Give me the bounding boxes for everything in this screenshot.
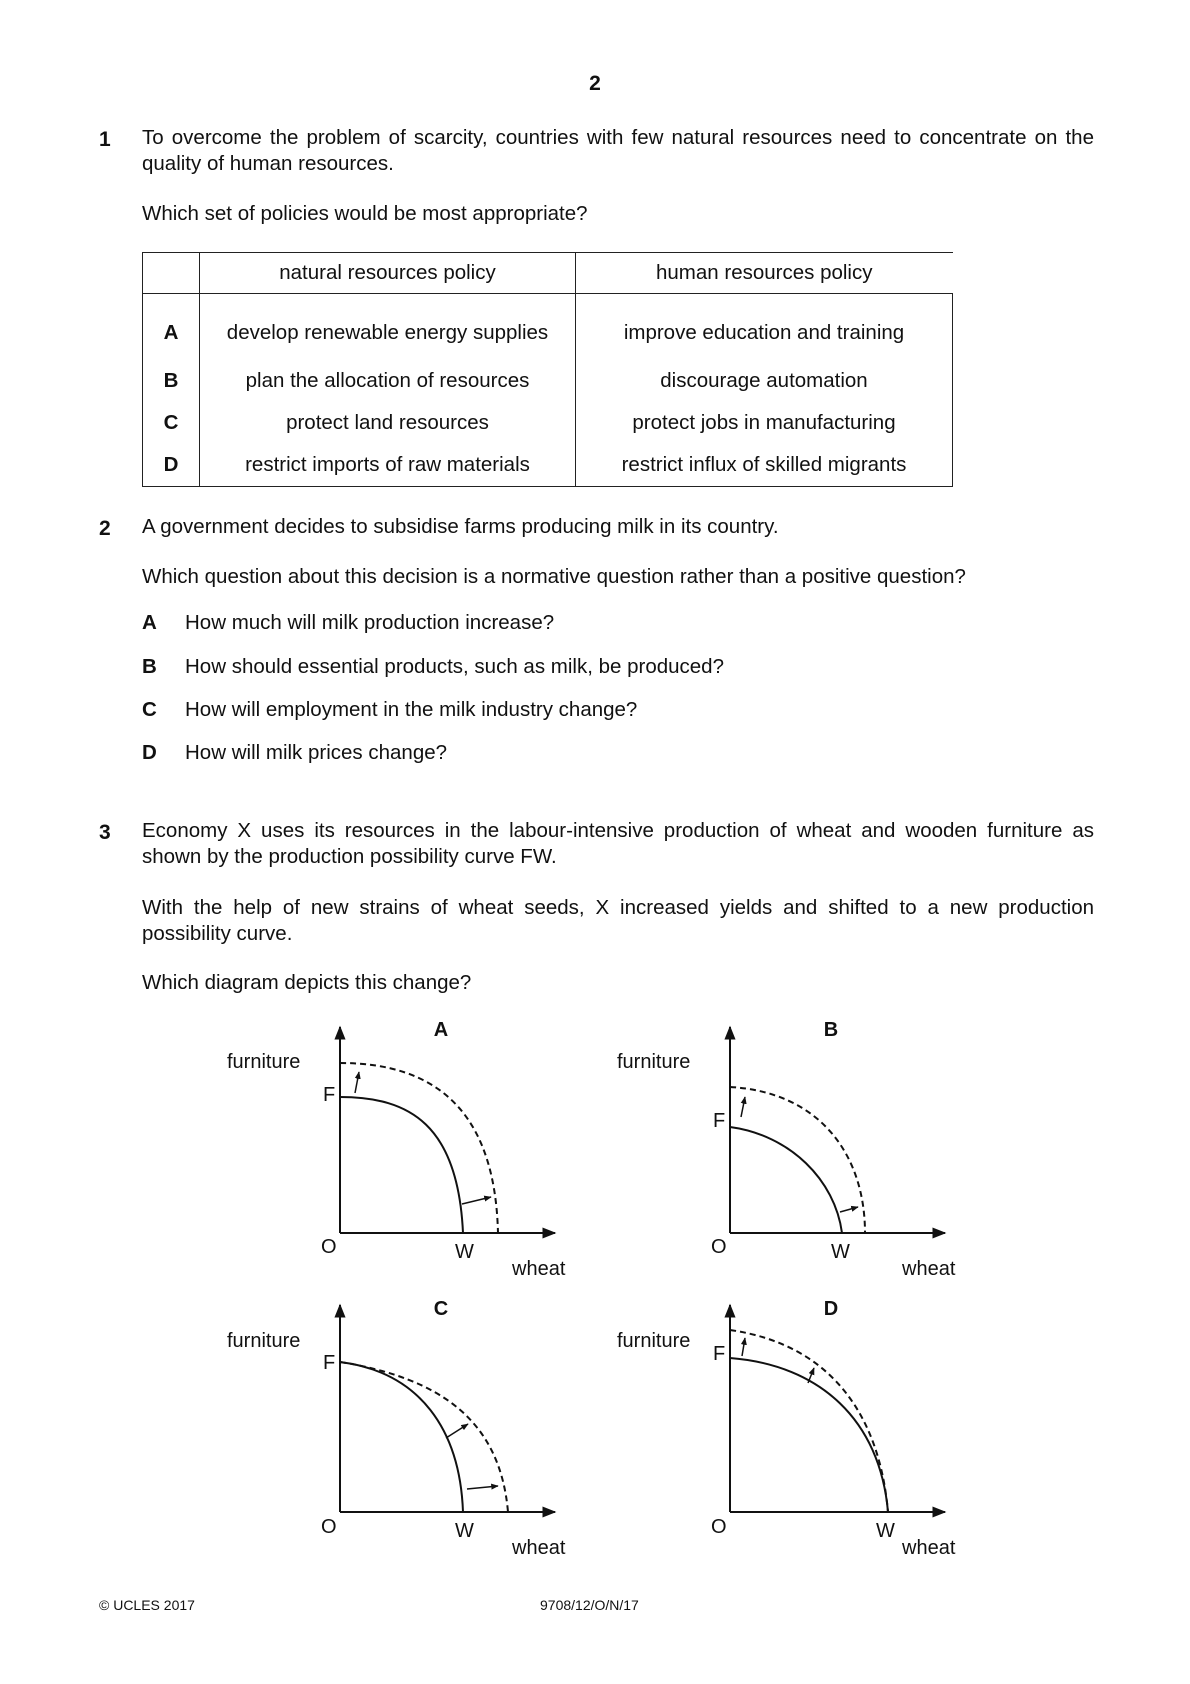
diagram-letter: A [433,1019,449,1041]
option-letter: D [142,741,157,764]
f-label: F [323,1352,336,1374]
w-label: W [876,1520,895,1542]
natural-policy-cell: restrict imports of raw materials [200,444,576,487]
option-text: How much will milk production increase? [185,611,555,634]
question-3-prompt: Which diagram depicts this change? [142,971,472,994]
question-1-prompt: Which set of policies would be most appropriate? [142,202,588,225]
origin-label: O [321,1236,337,1258]
question-1-number: 1 [99,128,111,151]
question-3-paragraph-1: Economy X uses its resources in the labour-intensive production of wheat and wooden furniture as shown by the production possibility curve FW. [142,819,1094,868]
question-2-stem: A government decides to subsidise farms producing milk in its country. [142,515,779,538]
option-letter: B [142,655,157,678]
diagram-letter: D [823,1298,839,1320]
option-letter: B [143,360,200,402]
diagram-c [227,1298,566,1559]
question-3-paragraph-2: With the help of new strains of wheat seeds, X increased yields and shifted to a new production possibility curve. [142,896,1094,945]
footer-copyright: © UCLES 2017 [99,1597,195,1613]
policy-table-header-natural: natural resources policy [200,253,576,294]
f-label: F [713,1343,726,1365]
option-letter: A [143,294,200,361]
f-label: F [323,1084,336,1106]
w-label: W [455,1520,474,1542]
w-label: W [831,1241,850,1263]
f-label: F [713,1110,726,1132]
x-axis-label: wheat [902,1537,956,1559]
human-policy-cell: discourage automation [576,360,953,402]
question-2-number: 2 [99,517,111,540]
page-number: 2 [589,72,601,95]
w-label: W [455,1241,474,1263]
option-letter: C [142,698,157,721]
natural-policy-cell: protect land resources [200,402,576,444]
origin-label: O [711,1516,727,1538]
origin-label: O [321,1516,337,1538]
human-policy-cell: improve education and training [576,294,953,361]
human-policy-cell: restrict influx of skilled migrants [576,444,953,487]
y-axis-label: furniture [227,1330,301,1352]
diagram-d [617,1298,956,1559]
y-axis-label: furniture [617,1051,691,1073]
question-2-prompt: Which question about this decision is a normative question rather than a positive question? [142,565,966,588]
diagram-letter: B [823,1019,839,1041]
option-letter: D [143,444,200,487]
y-axis-label: furniture [227,1051,301,1073]
diagram-b [617,1019,956,1280]
footer-paper-code: 9708/12/O/N/17 [540,1597,639,1613]
question-3-number: 3 [99,821,111,844]
human-policy-cell: protect jobs in manufacturing [576,402,953,444]
option-letter: C [143,402,200,444]
x-axis-label: wheat [512,1258,566,1280]
natural-policy-cell: plan the allocation of resources [200,360,576,402]
option-letter: A [142,611,157,634]
diagram-a [227,1019,566,1280]
natural-policy-cell: develop renewable energy supplies [200,294,576,361]
policy-table-header-human: human resources policy [576,253,953,294]
question-1-stem: To overcome the problem of scarcity, countries with few natural resources need to concentrate on the quality of human resources. [142,126,1094,175]
option-text: How should essential products, such as milk, be produced? [185,655,724,678]
y-axis-label: furniture [617,1330,691,1352]
x-axis-label: wheat [512,1537,566,1559]
origin-label: O [711,1236,727,1258]
option-text: How will milk prices change? [185,741,448,764]
x-axis-label: wheat [902,1258,956,1280]
diagram-letter: C [433,1298,449,1320]
option-text: How will employment in the milk industry change? [185,698,638,721]
